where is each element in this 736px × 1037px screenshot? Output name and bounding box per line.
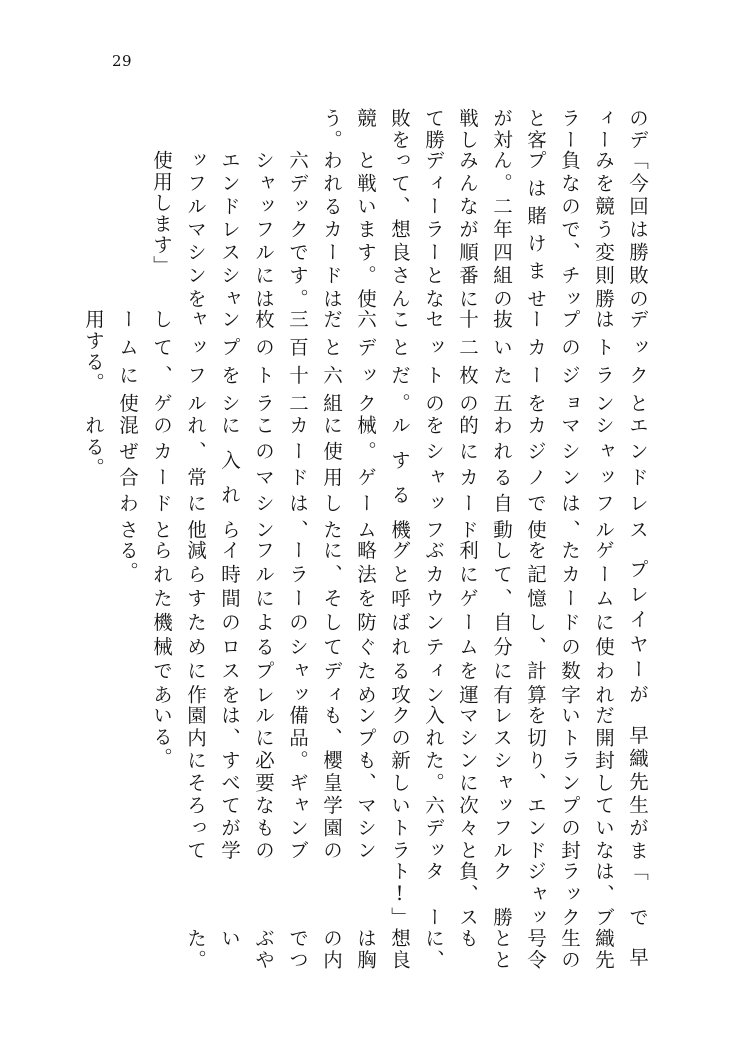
paragraph: プレイヤーがゲームに使われたカードの数字を記憶し、計算して、自分に有利にゲームを運ぶカウンティングと呼ばれる攻略法を防ぐために、そしてディーラーのシャッフルによるプレイ時間のロスを減らすために作られた機械である。 [116, 539, 649, 705]
paragraph: デックとはトランプのジョーカーを抜いた五十二枚のセットのことだ。六デックだと六組三百十二枚のトランプをシャッフルして、ゲームに使用する。 [82, 309, 649, 415]
paragraph: エンドレスシャッフルマシンは、カジノで使われる自動的にカードをシャッフルする機械。ゲームに使用したカードは、このマシンに入れられ、常に他のカードと混ぜ合わされる。 [82, 414, 649, 540]
paragraph: 早織先生がまだ開封していないトランプの封を切り、エンドレスシャッフルマシンに次々と入れた。六デックの新しいトランプも、マシンも、櫻皇学園の備品。ギャンブルに必要なものは、すべてが学園内にそろっている。 [150, 705, 649, 861]
paragraph: 「今回は勝敗のみを競う変則勝負なので、チップは賭けません。二年四組のみんなが順番にディーラーとなって、想良さんと戦います。使われるカードは六デックです。シャッフルにはエンドレスシャッフルマシンを使用します」 [150, 150, 649, 310]
paragraph: 「では、ブラックジャック勝負、スタート!」 [388, 861, 649, 928]
paragraph: のディーラーと客が対戦して勝敗を競う。 [320, 108, 649, 151]
vertical-text-body [82, 108, 654, 970]
page-number: 29 [112, 52, 133, 70]
paragraph: 早織先生の号令とともに、想良は胸の内でつぶやいた。 [184, 927, 649, 970]
